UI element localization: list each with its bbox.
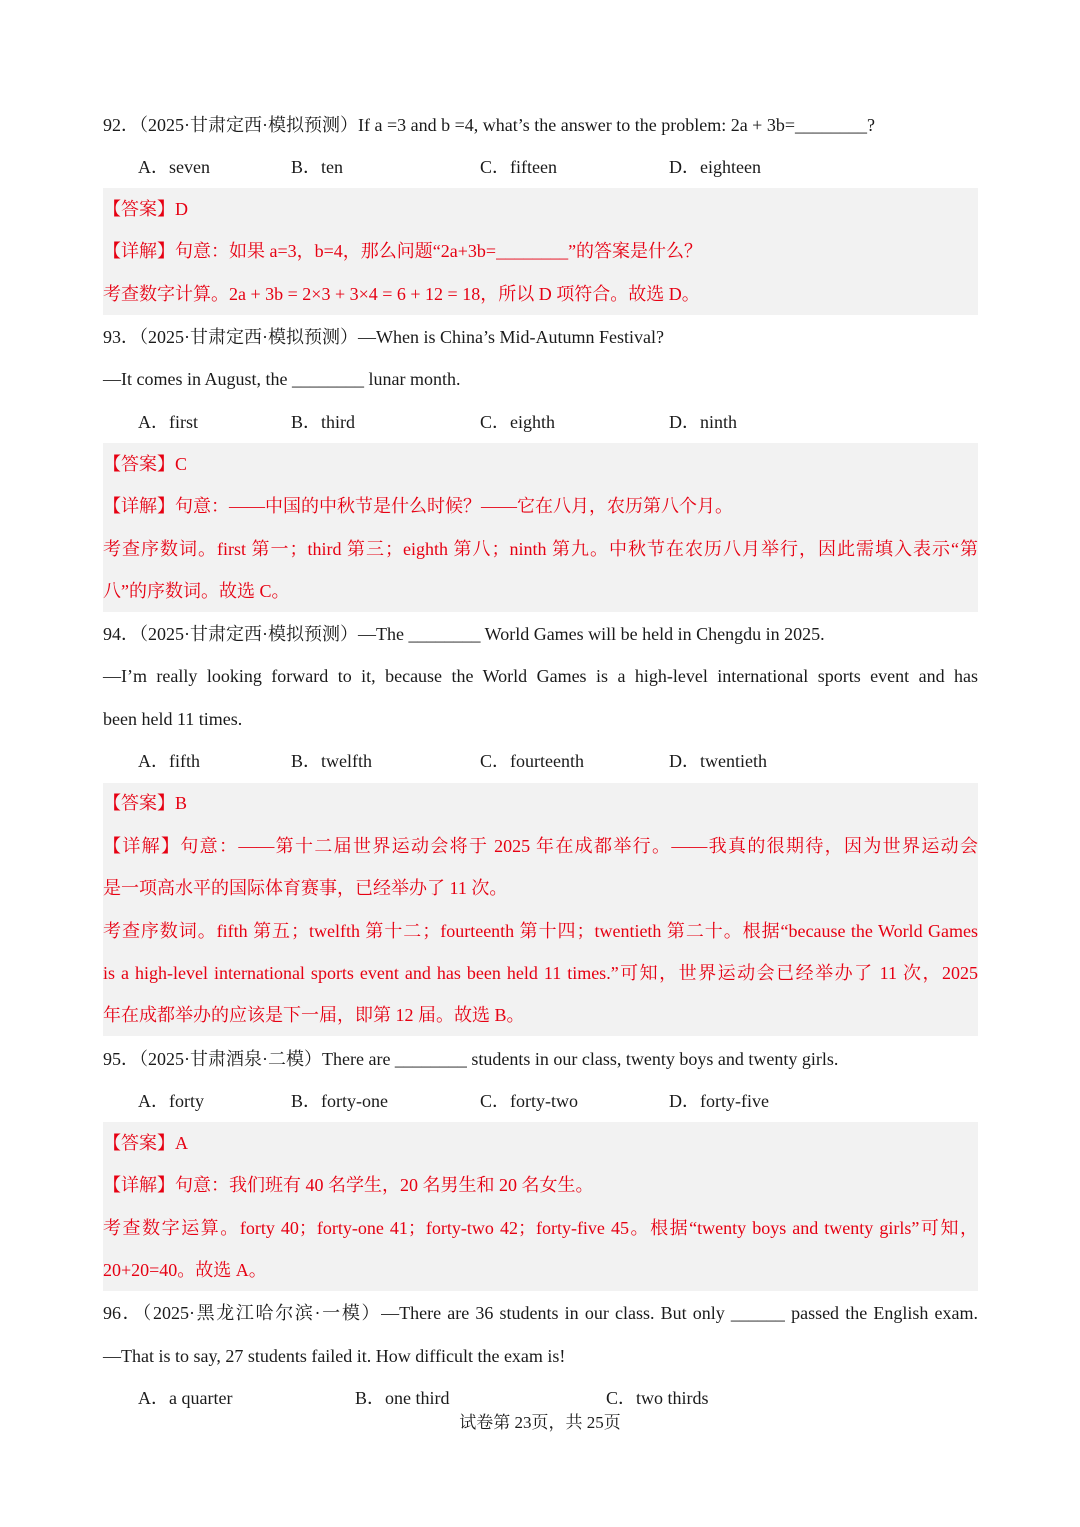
q94-answer-block (103, 783, 978, 1036)
q95-answer: 【答案】A (103, 1133, 188, 1153)
question-96-stem-2: —That is to say, 27 students failed it. How difficult the exam is! (103, 1346, 566, 1366)
q93-option-b: B．third (291, 412, 356, 432)
q94-option-b: B．twelfth (291, 751, 372, 771)
q94-answer: 【答案】B (103, 793, 188, 813)
question-94-stem: 94．（2025·甘肃定西·模拟预测）—The ________ World Games will be held in Chengdu in 2025. (103, 624, 825, 644)
q94-option-d: D．twentieth (669, 751, 767, 771)
question-93-stem: 93．（2025·甘肃定西·模拟预测）—When is China’s Mid-Autumn Festival? (103, 327, 664, 347)
q92-option-d: D．eighteen (669, 157, 761, 177)
q93-detail-3: 八”的序数词。故选 C。 (103, 581, 290, 601)
q96-option-a: A．a quarter (138, 1388, 233, 1408)
q93-detail-2: 考查序数词。first 第一；third 第三；eighth 第八；ninth 第九。中秋节在农历八月举行，因此需填入表示“第 (103, 539, 978, 559)
q93-option-d: D．ninth (669, 412, 738, 432)
q94-option-a: A．fifth (138, 751, 200, 771)
q96-option-b: B．one third (355, 1388, 450, 1408)
q92-detail-2: 考查数字计算。2a + 3b = 2×3 + 3×4 = 6 + 12 = 18，所以 D 项符合。故选 D。 (103, 284, 700, 304)
q95-detail-3: 20+20=40。故选 A。 (103, 1260, 267, 1280)
q94-detail-5: 年在成都举办的应该是下一届，即第 12 届。故选 B。 (103, 1005, 525, 1025)
q93-option-c: C．eighth (480, 412, 555, 432)
page-footer: 试卷第 23页，共 25页 (459, 1413, 621, 1432)
q95-detail-1: 【详解】句意：我们班有 40 名学生，20 名男生和 20 名女生。 (103, 1175, 594, 1195)
q92-option-c: C．fifteen (480, 157, 557, 177)
q93-detail-1: 【详解】句意：——中国的中秋节是什么时候？——它在八月，农历第八个月。 (103, 496, 733, 516)
q92-option-b: B．ten (291, 157, 343, 177)
question-95-stem: 95．（2025·甘肃酒泉·二模）There are ________ students in our class, twenty boys and twenty girls. (103, 1049, 839, 1069)
q95-option-c: C．forty-two (480, 1091, 578, 1111)
q93-answer: 【答案】C (103, 454, 188, 474)
q96-option-c: C．two thirds (606, 1388, 709, 1408)
q95-detail-2: 考查数字运算。forty 40；forty-one 41；forty-two 42；forty-five 45。根据“twenty boys and twenty girls”可知， (103, 1218, 978, 1238)
q92-answer: 【答案】D (103, 199, 188, 219)
q94-detail-2: 是一项高水平的国际体育赛事，已经举办了 11 次。 (103, 878, 508, 898)
question-96-stem: 96．（2025·黑龙江哈尔滨·一模）—There are 36 students in our class. But only ______ passed the English exam. (103, 1303, 978, 1323)
q94-detail-4: is a high-level international sports event and has been held 11 times.”可知，世界运动会已经举办了 11 次，2025 (103, 963, 978, 983)
q92-option-a: A．seven (138, 157, 210, 177)
question-92-stem: 92．（2025·甘肃定西·模拟预测）If a =3 and b =4, what’s the answer to the problem: 2a + 3b=________? (103, 115, 875, 135)
q94-option-c: C．fourteenth (480, 751, 584, 771)
q94-detail-1: 【详解】句意：——第十二届世界运动会将于 2025 年在成都举行。——我真的很期待，因为世界运动会 (103, 836, 978, 856)
q95-option-d: D．forty-five (669, 1091, 769, 1111)
question-94-stem-3: been held 11 times. (103, 709, 243, 729)
q92-detail-1: 【详解】句意：如果 a=3，b=4，那么问题“2a+3b=________”的答案是什么？ (103, 241, 703, 261)
q95-option-b: B．forty-one (291, 1091, 388, 1111)
q94-detail-3: 考查序数词。fifth 第五；twelfth 第十二；fourteenth 第十四；twentieth 第二十。根据“because the World Games (103, 921, 978, 941)
question-94-stem-2: —I’m really looking forward to it, because the World Games is a high-level international sports event and has (103, 666, 978, 686)
question-93-stem-2: —It comes in August, the ________ lunar month. (103, 369, 461, 389)
q93-option-a: A．first (138, 412, 198, 432)
q95-option-a: A．forty (138, 1091, 204, 1111)
